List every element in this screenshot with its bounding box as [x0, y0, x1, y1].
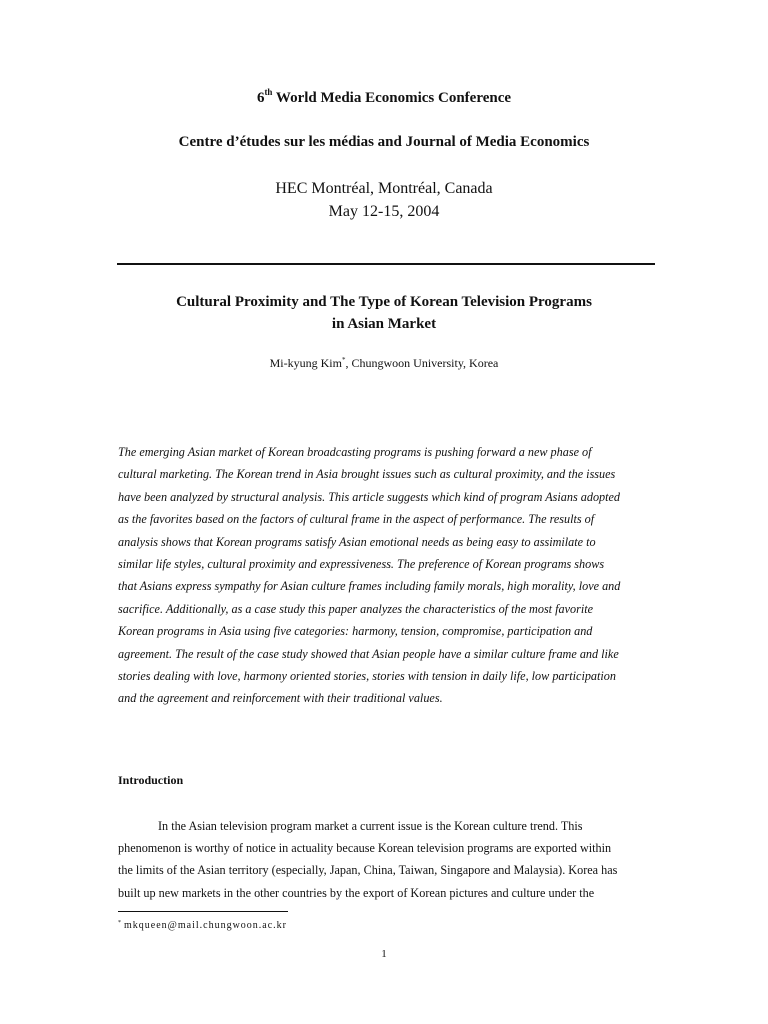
abstract-line: that Asians express sympathy for Asian culture frames including family morals, high morality, love and [118, 579, 621, 594]
paper-title-line-1: Cultural Proximity and The Type of Korean Television Programs [176, 294, 592, 310]
conference-number: 6 [256, 90, 265, 106]
footnote-email: mkqueen@mail.chungwoon.ac.kr [124, 920, 288, 931]
footnote-mark: * [118, 920, 121, 926]
conference-venue: HEC Montréal, Montréal, Canada [275, 180, 493, 197]
abstract-line: similar life styles, cultural proximity and expressiveness. The preference of Korean programs shows [118, 557, 605, 572]
abstract-line: sacrifice. Additionally, as a case study this paper analyzes the characteristics of the most favorite [118, 601, 594, 616]
ordinal-suffix: th [264, 87, 273, 97]
abstract-line: analysis shows that Korean programs satisfy Asian emotional needs as being easy to assimilate to [118, 534, 596, 549]
conference-organizers: Centre d’études sur les médias and Journal of Media Economics [178, 134, 590, 150]
abstract-line: cultural marketing. The Korean trend in Asia brought issues such as cultural proximity, and the issues [118, 467, 616, 482]
footnote [118, 920, 287, 931]
author-footnote-mark: * [341, 356, 346, 364]
author-affiliation: , Chungwoon University, Korea [345, 356, 499, 370]
author-line [0, 356, 768, 371]
body-line: In the Asian television program market a current issue is the Korean culture trend. This [158, 819, 583, 833]
horizontal-rule [117, 263, 655, 265]
paper-title [0, 291, 768, 335]
footnote-separator [118, 911, 288, 912]
abstract-line: as the favorites based on the factors of cultural frame in the aspect of performance. The results of [118, 512, 595, 527]
body-line: phenomenon is worthy of notice in actuality because Korean television programs are exported within [118, 841, 612, 856]
abstract-line: The emerging Asian market of Korean broadcasting programs is pushing forward a new phase of [118, 445, 592, 459]
body-line: the limits of the Asian territory (especially, Japan, China, Taiwan, Singapore and Malaysia). Korea has [118, 863, 618, 878]
abstract [118, 441, 658, 710]
paper-title-line-2: in Asian Market [331, 316, 437, 332]
conference-dates: May 12-15, 2004 [328, 203, 440, 220]
introduction-body [118, 815, 658, 904]
conference-venue-block [0, 177, 768, 223]
abstract-line: agreement. The result of the case study showed that Asian people have a similar culture frame and like [118, 646, 619, 661]
section-heading-introduction: Introduction [118, 773, 184, 787]
abstract-line: stories dealing with love, harmony oriented stories, stories with tension in daily life, low participation [118, 669, 616, 684]
page-number: 1 [381, 948, 387, 960]
abstract-line: and the agreement and reinforcement with their traditional values. [118, 691, 443, 706]
abstract-line: have been analyzed by structural analysis. This article suggests which kind of program Asians adopted [118, 489, 621, 504]
conference-title [0, 87, 768, 107]
body-line: built up new markets in the other countries by the export of Korean pictures and culture under the [118, 885, 595, 900]
author-name: Mi-kyung Kim [269, 356, 342, 370]
abstract-line: Korean programs in Asia using five categories: harmony, tension, compromise, participation and [118, 624, 593, 639]
conference-title-text: World Media Economics Conference [272, 90, 512, 106]
